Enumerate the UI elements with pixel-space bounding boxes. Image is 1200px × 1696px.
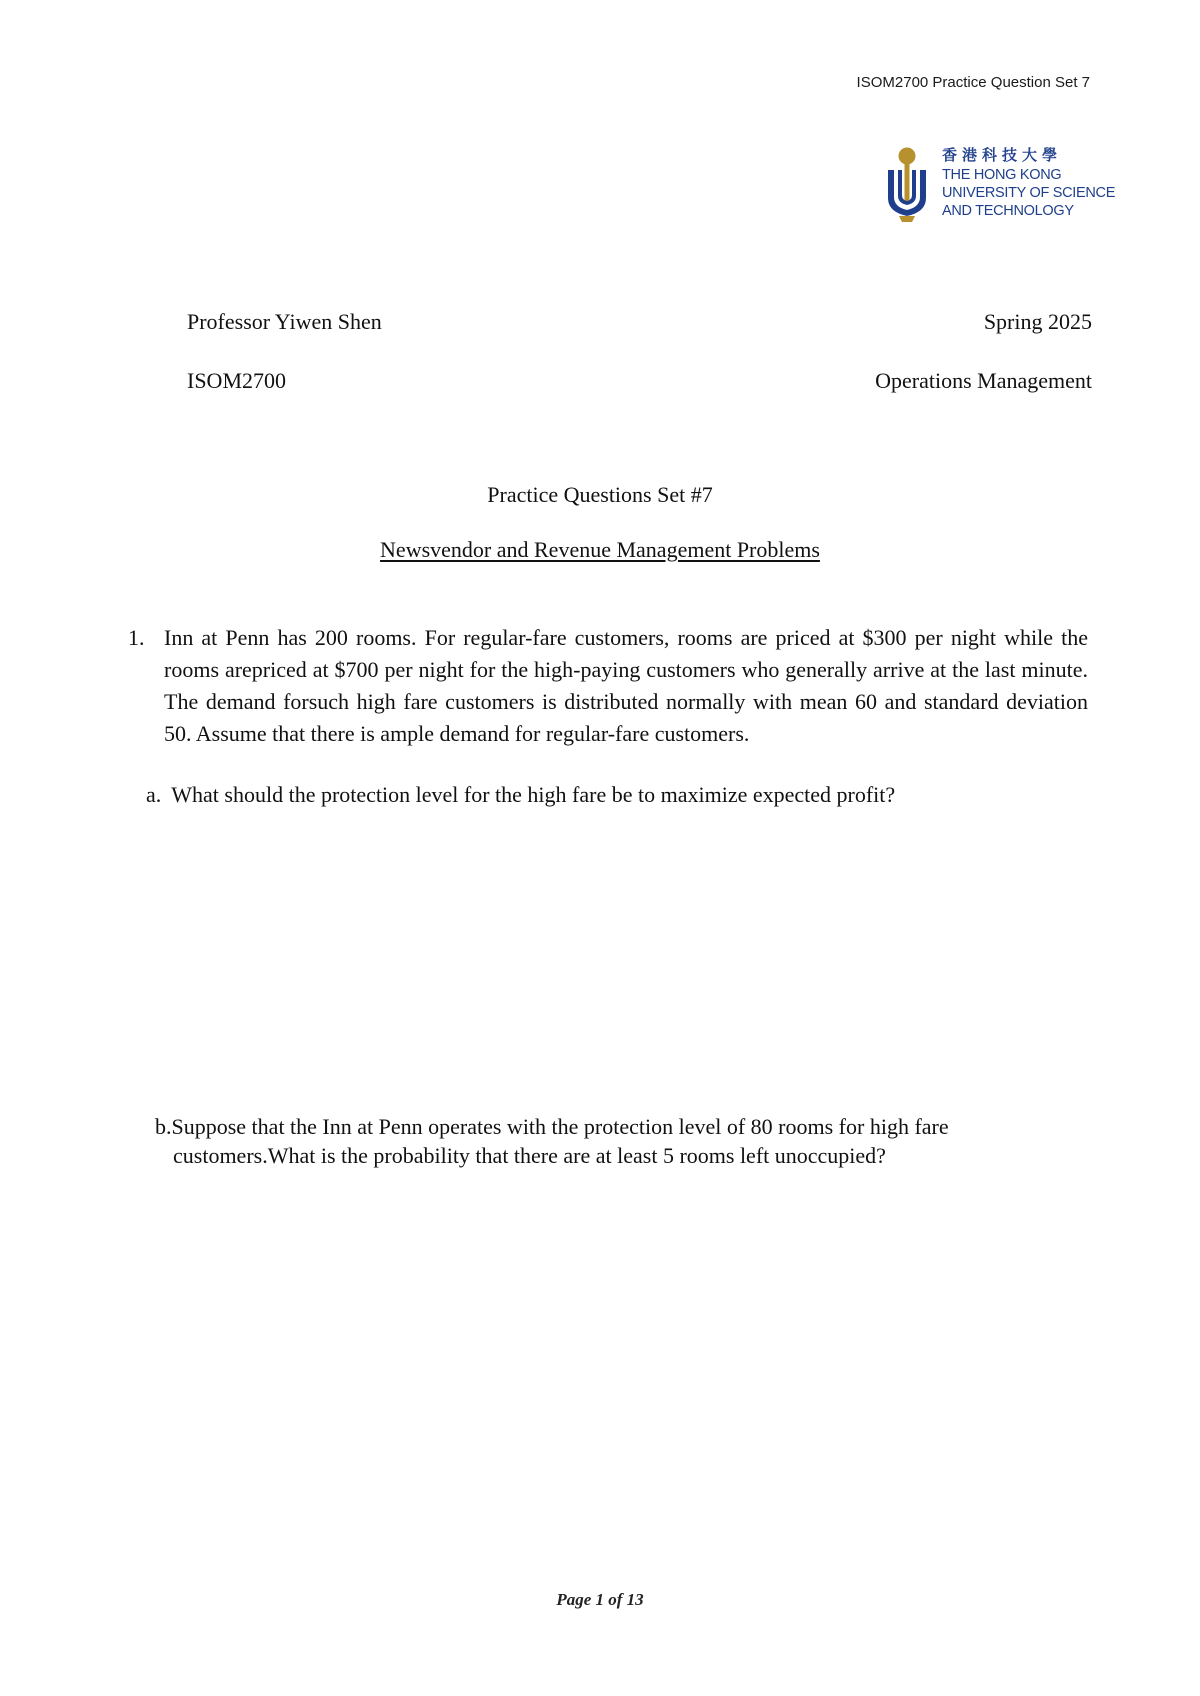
document-title: Practice Questions Set #7 — [487, 482, 713, 507]
question-text: Inn at Penn has 200 rooms. For regular-fare customers, rooms are priced at $300 per night while the rooms arepriced at $700 per night for the high-paying customers who generally arrive at the last minute. The demand forsuch high fare customers is distributed normally with mean 60 and standard deviation 50. Assume that there is ample demand for regular-fare customers. — [164, 625, 1088, 746]
meta-row-professor-term — [187, 309, 1092, 335]
meta-row-course — [187, 368, 1092, 394]
university-logo — [885, 146, 1125, 226]
university-name-line-3: AND TECHNOLOGY — [942, 203, 1074, 219]
running-header: ISOM2700 Practice Question Set 7 — [856, 74, 1090, 91]
university-name-chinese: 香港科技大學 — [942, 147, 1063, 164]
hkust-emblem-icon — [885, 146, 929, 222]
question-number: 1. — [128, 625, 145, 650]
course-name: Operations Management — [875, 368, 1092, 393]
document-subtitle: Newsvendor and Revenue Management Problems — [380, 537, 820, 562]
page-number: Page 1 of 13 — [556, 1590, 644, 1609]
question-part-b — [155, 1112, 1060, 1170]
university-name-line-2: UNIVERSITY OF SCIENCE — [942, 185, 1116, 201]
question-part-a — [146, 779, 895, 811]
term: Spring 2025 — [983, 309, 1092, 334]
course-code: ISOM2700 — [187, 368, 287, 393]
part-a-text: What should the protection level for the high fare be to maximize expected profit? — [171, 782, 896, 807]
part-a-label: a. — [146, 782, 162, 807]
university-name-line-1: THE HONG KONG — [942, 167, 1062, 183]
professor-name: Professor Yiwen Shen — [187, 309, 382, 334]
part-b-text-line-2: customers.What is the probability that there are at least 5 rooms left unoccupied? — [173, 1143, 886, 1168]
question-1 — [128, 622, 1088, 750]
university-name — [942, 146, 1115, 220]
part-b-text-line-1: b.Suppose that the Inn at Penn operates with the protection level of 80 rooms for high fare — [155, 1114, 949, 1139]
